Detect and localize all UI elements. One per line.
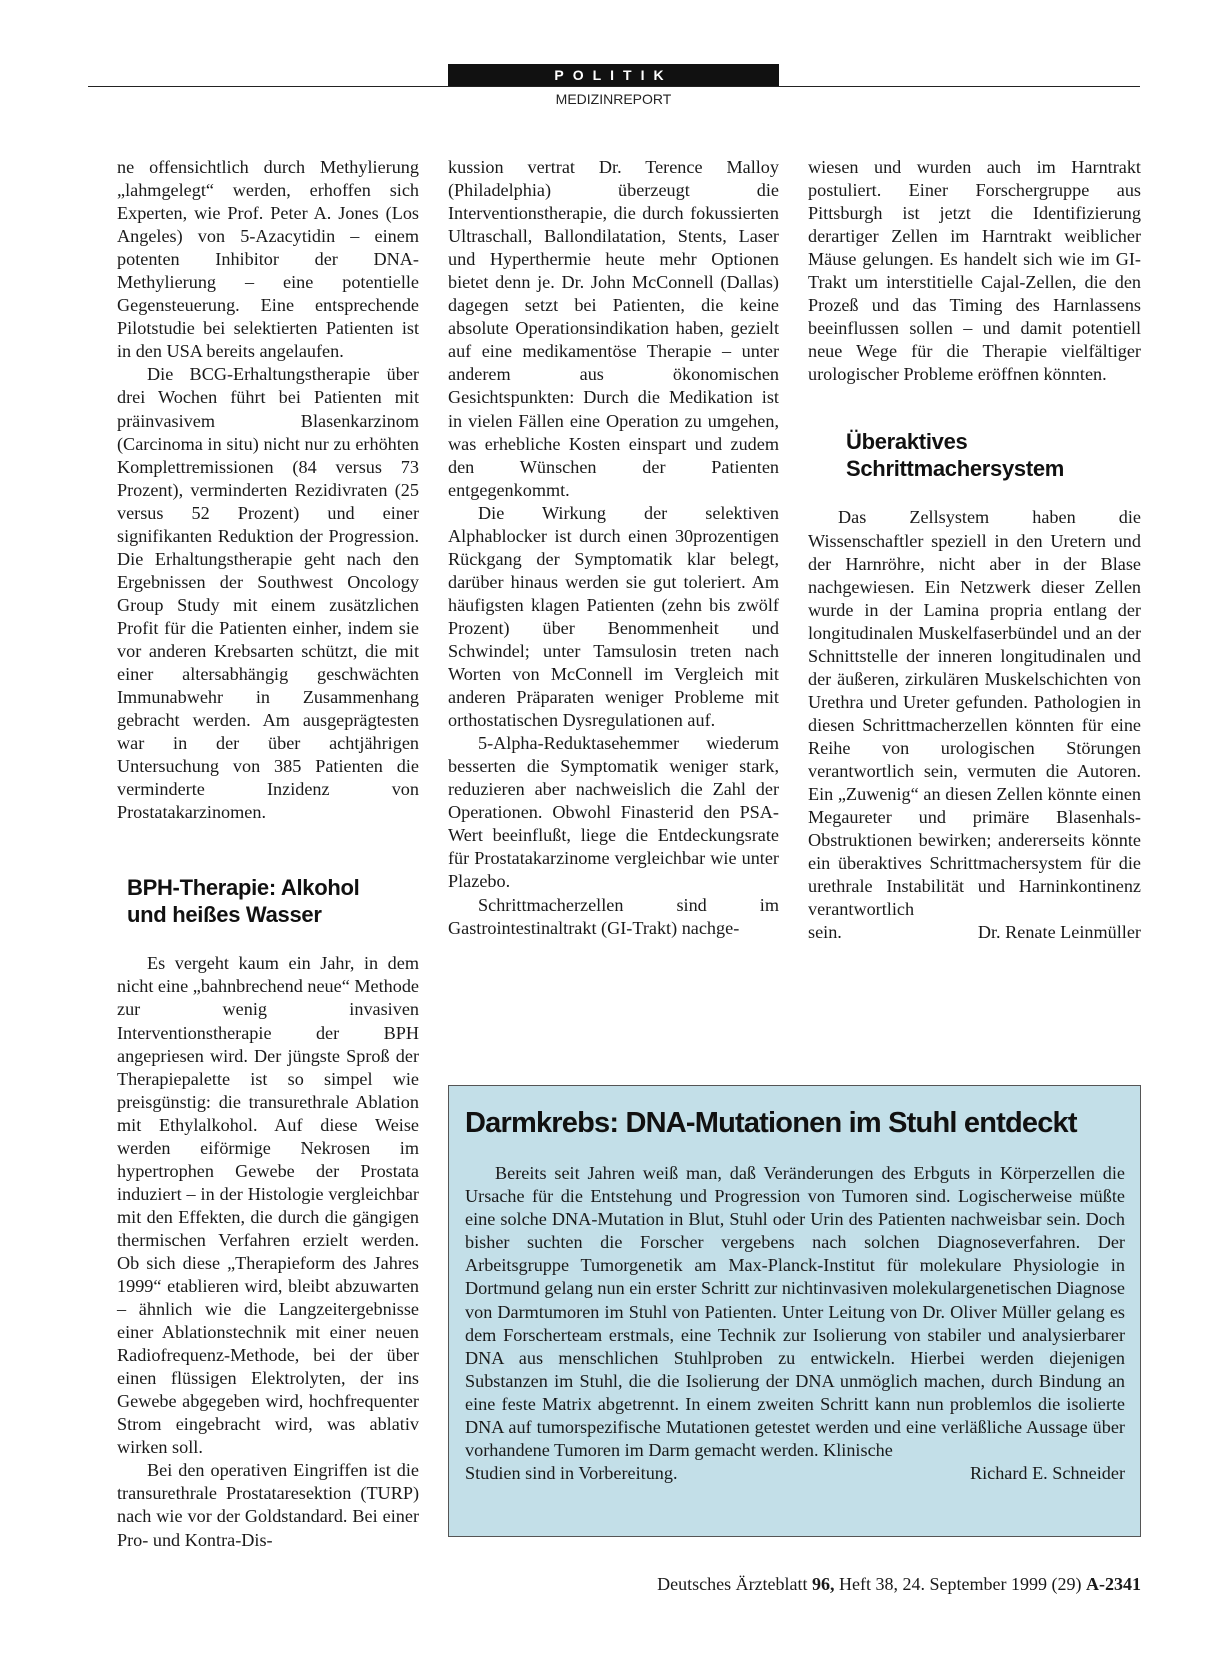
header-rule [88, 86, 1140, 87]
volume-number: 96, [812, 1574, 835, 1594]
subsection-label: MEDIZINREPORT [555, 91, 672, 107]
heading-line: und heißes Wasser [127, 902, 322, 928]
column-1 [117, 156, 419, 1552]
heading-line: Schrittmachersystem [846, 456, 1065, 482]
issue-info: Heft 38, 24. September 1999 (29) [839, 1574, 1082, 1594]
section-label: POLITIK [448, 64, 779, 86]
paragraph: kussion vertrat Dr. Terence Malloy (Philadelphia) überzeugt die Interventionstherapie, die durch fokussierten Ultraschall, Ballondilatation, Stents, Laser und Hyperthermie heute mehr Optionen bietet denn je. Dr. John McConnell (Dallas) dagegen setzt bei Patienten, die keine absolute Operationsindikation haben, gezielt auf eine medikamentöse Therapie – unter anderem aus ökonomischen Gesichtspunkten: Durch die Medikation ist in vielen Fällen eine Operation zu umgehen, was erhebliche Kosten einspart und zudem den Wünschen der Patienten entgegenkommt. [448, 157, 779, 500]
paragraph-end: sein. [808, 922, 842, 943]
paragraph: Bereits seit Jahren weiß man, daß Veränderungen des Erbguts in Körperzellen die Ursache für die Entstehung und Progression von Tumoren sind. Logischerweise müßte eine solche DNA-Mutation in Blut, Stuhl oder Urin des Patienten nachweisbar sein. Doch bisher suchten die Forscher vergebens nach solchen Diagnoseverfahren. Der Arbeitsgruppe Tumorgenetik am Max-Planck-Institut für molekulare Physiologie in Dortmund gelang nun ein erster Schritt zur nichtinvasiven molekulargenetischen Diagnose von Darmtumoren im Stuhl von Patienten. Unter Leitung von Dr. Oliver Müller gelang es dem Forscherteam erstmals, eine Technik zur Isolierung von stabiler und analysierbarer DNA aus menschlichen Stuhlproben zu entwickeln. Hierbei werden diejenigen Substanzen im Stuhl, die die Isolierung der DNA unmöglich machen, durch Bindung an eine feste Matrix abgetrennt. In einem zweiten Schritt kann nun problemlos die isolierte DNA auf tumorspezifische Mutationen getestet werden und eine verläßliche Aussage über vorhandene Tumoren im Darm gemacht werden. Klinische [465, 1163, 1125, 1461]
author-signature: Richard E. Schneider [969, 1463, 1125, 1484]
news-box [448, 1085, 1141, 1537]
page-number: A-2341 [1086, 1574, 1141, 1594]
box-title: Darmkrebs: DNA-Mutationen im Stuhl entdeckt [465, 1107, 1077, 1139]
heading-line: Überaktives [846, 429, 968, 455]
paragraph: ne offensichtlich durch Methylierung „lahmgelegt“ werden, erhoffen sich Experten, wie Prof. Peter A. Jones (Los Angeles) von 5-Azacytidin – einem potenten Inhibitor der DNA-Methylierung – eine potentielle Gegensteuerung. Eine entsprechende Pilotstudie bei selektierten Patienten ist in den USA bereits angelaufen. [117, 157, 419, 362]
author-signature: Dr. Renate Leinmüller [977, 922, 1141, 943]
paragraph: Schrittmacherzellen sind im Gastrointestinaltrakt (GI-Trakt) nachge- [448, 894, 779, 938]
paragraph: 5-Alpha-Reduktasehemmer wiederum besserten die Symptomatik weniger stark, reduzieren aber nachweislich die Zahl der Operationen. Obwohl Finasterid den PSA-Wert beeinflußt, liege die Entdeckungsrate für Prostatakarzinome vergleichbar wie unter Plazebo. [448, 733, 779, 892]
column-3 [808, 156, 1141, 944]
journal-name: Deutsches Ärzteblatt [657, 1574, 808, 1594]
paragraph: Es vergeht kaum ein Jahr, in dem nicht eine „bahnbrechend neue“ Methode zur wenig invasiven Interventionstherapie der BPH angepriesen wird. Der jüngste Sproß der Therapiepalette ist so simpel wie preisgünstig: die transurethrale Ablation mit Ethylalkohol. Auf diese Weise werden eiförmige Nekrosen im hypertrophen Gewebe der Prostata induziert – in der Histologie vergleichbar mit den Effekten, die durch die gängigen thermischen Verfahren erzielt werden. Ob sich diese „Therapieform des Jahres 1999“ etablieren wird, bleibt abzuwarten – ähnlich wie die Langzeitergebnisse einer Ablationstechnik mit einer neuen Radiofrequenz-Methode, bei der über einen flüssigen Elektrolyten, der ins Gewebe abgegeben wird, hochfrequenter Strom eingebracht wird, was ablativ wirken soll. [117, 953, 419, 1458]
paragraph: Die Wirkung der selektiven Alphablocker ist durch einen 30prozentigen Rückgang der Symptomatik klar belegt, darüber hinaus werden sie gut toleriert. Am häufigsten klagen Patienten (zehn bis zwölf Prozent) über Benommenheit und Schwindel; unter Tamsulosin treten nach Worten von McConnell im Vergleich mit anderen Präparaten weniger Probleme mit orthostatischen Dysregulationen auf. [448, 502, 779, 731]
paragraph: Die BCG-Erhaltungstherapie über drei Wochen führt bei Patienten mit präinvasivem Blasenkarzinom (Carcinoma in situ) nicht nur zu erhöhten Komplettremissionen (84 versus 73 Prozent), verminderten Rezidivraten (25 versus 52 Prozent) und einer signifikanten Reduktion der Progression. Die Erhaltungstherapie geht nach den Ergebnissen der Southwest Oncology Group Study mit einem zusätzlichen Profit für die Patienten einher, indem sie vor anderen Krebsarten schützt, die mit einer altersabhängig geschwächten Immunabwehr in Zusammenhang gebracht werden. Am ausgeprägtesten war in der über achtjährigen Untersuchung von 385 Patienten die verminderte Inzidenz von Prostatakarzinomen. [117, 364, 419, 823]
column-2 [448, 156, 779, 940]
paragraph: Bei den operativen Eingriffen ist die transurethrale Prostataresektion (TURP) nach wie vor der Goldstandard. Bei einer Pro- und Kontra-Dis- [117, 1460, 419, 1550]
paragraph-end: Studien sind in Vorbereitung. [465, 1463, 678, 1484]
page-footer [657, 1574, 1141, 1595]
paragraph: wiesen und wurden auch im Harntrakt postuliert. Einer Forschergruppe aus Pittsburgh ist jetzt die Identifizierung derartiger Zellen im Harntrakt weiblicher Mäuse gelungen. Es handelt sich wie im GI-Trakt um interstitielle Cajal-Zellen, die den Prozeß und das Timing des Harnlassens beeinflussen sollen – und damit potentiell neue Wege für die Therapie vielfältiger urologischer Probleme eröffnen könnten. [808, 157, 1141, 385]
signature-line [465, 1462, 1125, 1485]
section-heading-bph [117, 874, 419, 928]
section-heading-schrittmacher [808, 428, 1141, 482]
signature-line [808, 921, 1141, 944]
heading-line: BPH-Therapie: Alkohol [127, 875, 360, 901]
paragraph: Das Zellsystem haben die Wissenschaftler speziell in den Uretern und der Harnröhre, nicht aber in der Blase nachgewiesen. Ein Netzwerk dieser Zellen wurde in der Lamina propria entlang der longitudinalen Muskelfaserbündel und an der Schnittstelle der inneren longitudinalen und der äußeren, zirkulären Muskelschichten von Urethra und Ureter gefunden. Pathologien in diesen Schrittmacherzellen könnten für eine Reihe von urologischen Störungen verantwortlich sein, vermuten die Autoren. Ein „Zuwenig“ an diesen Zellen könnte einen Megaureter und primäre Blasenhals-Obstruktionen bewirken; andererseits könnte ein überaktives Schrittmachersystem für die urethrale Instabilität und Harninkontinenz verantwortlich [808, 507, 1141, 920]
box-body [465, 1162, 1125, 1485]
